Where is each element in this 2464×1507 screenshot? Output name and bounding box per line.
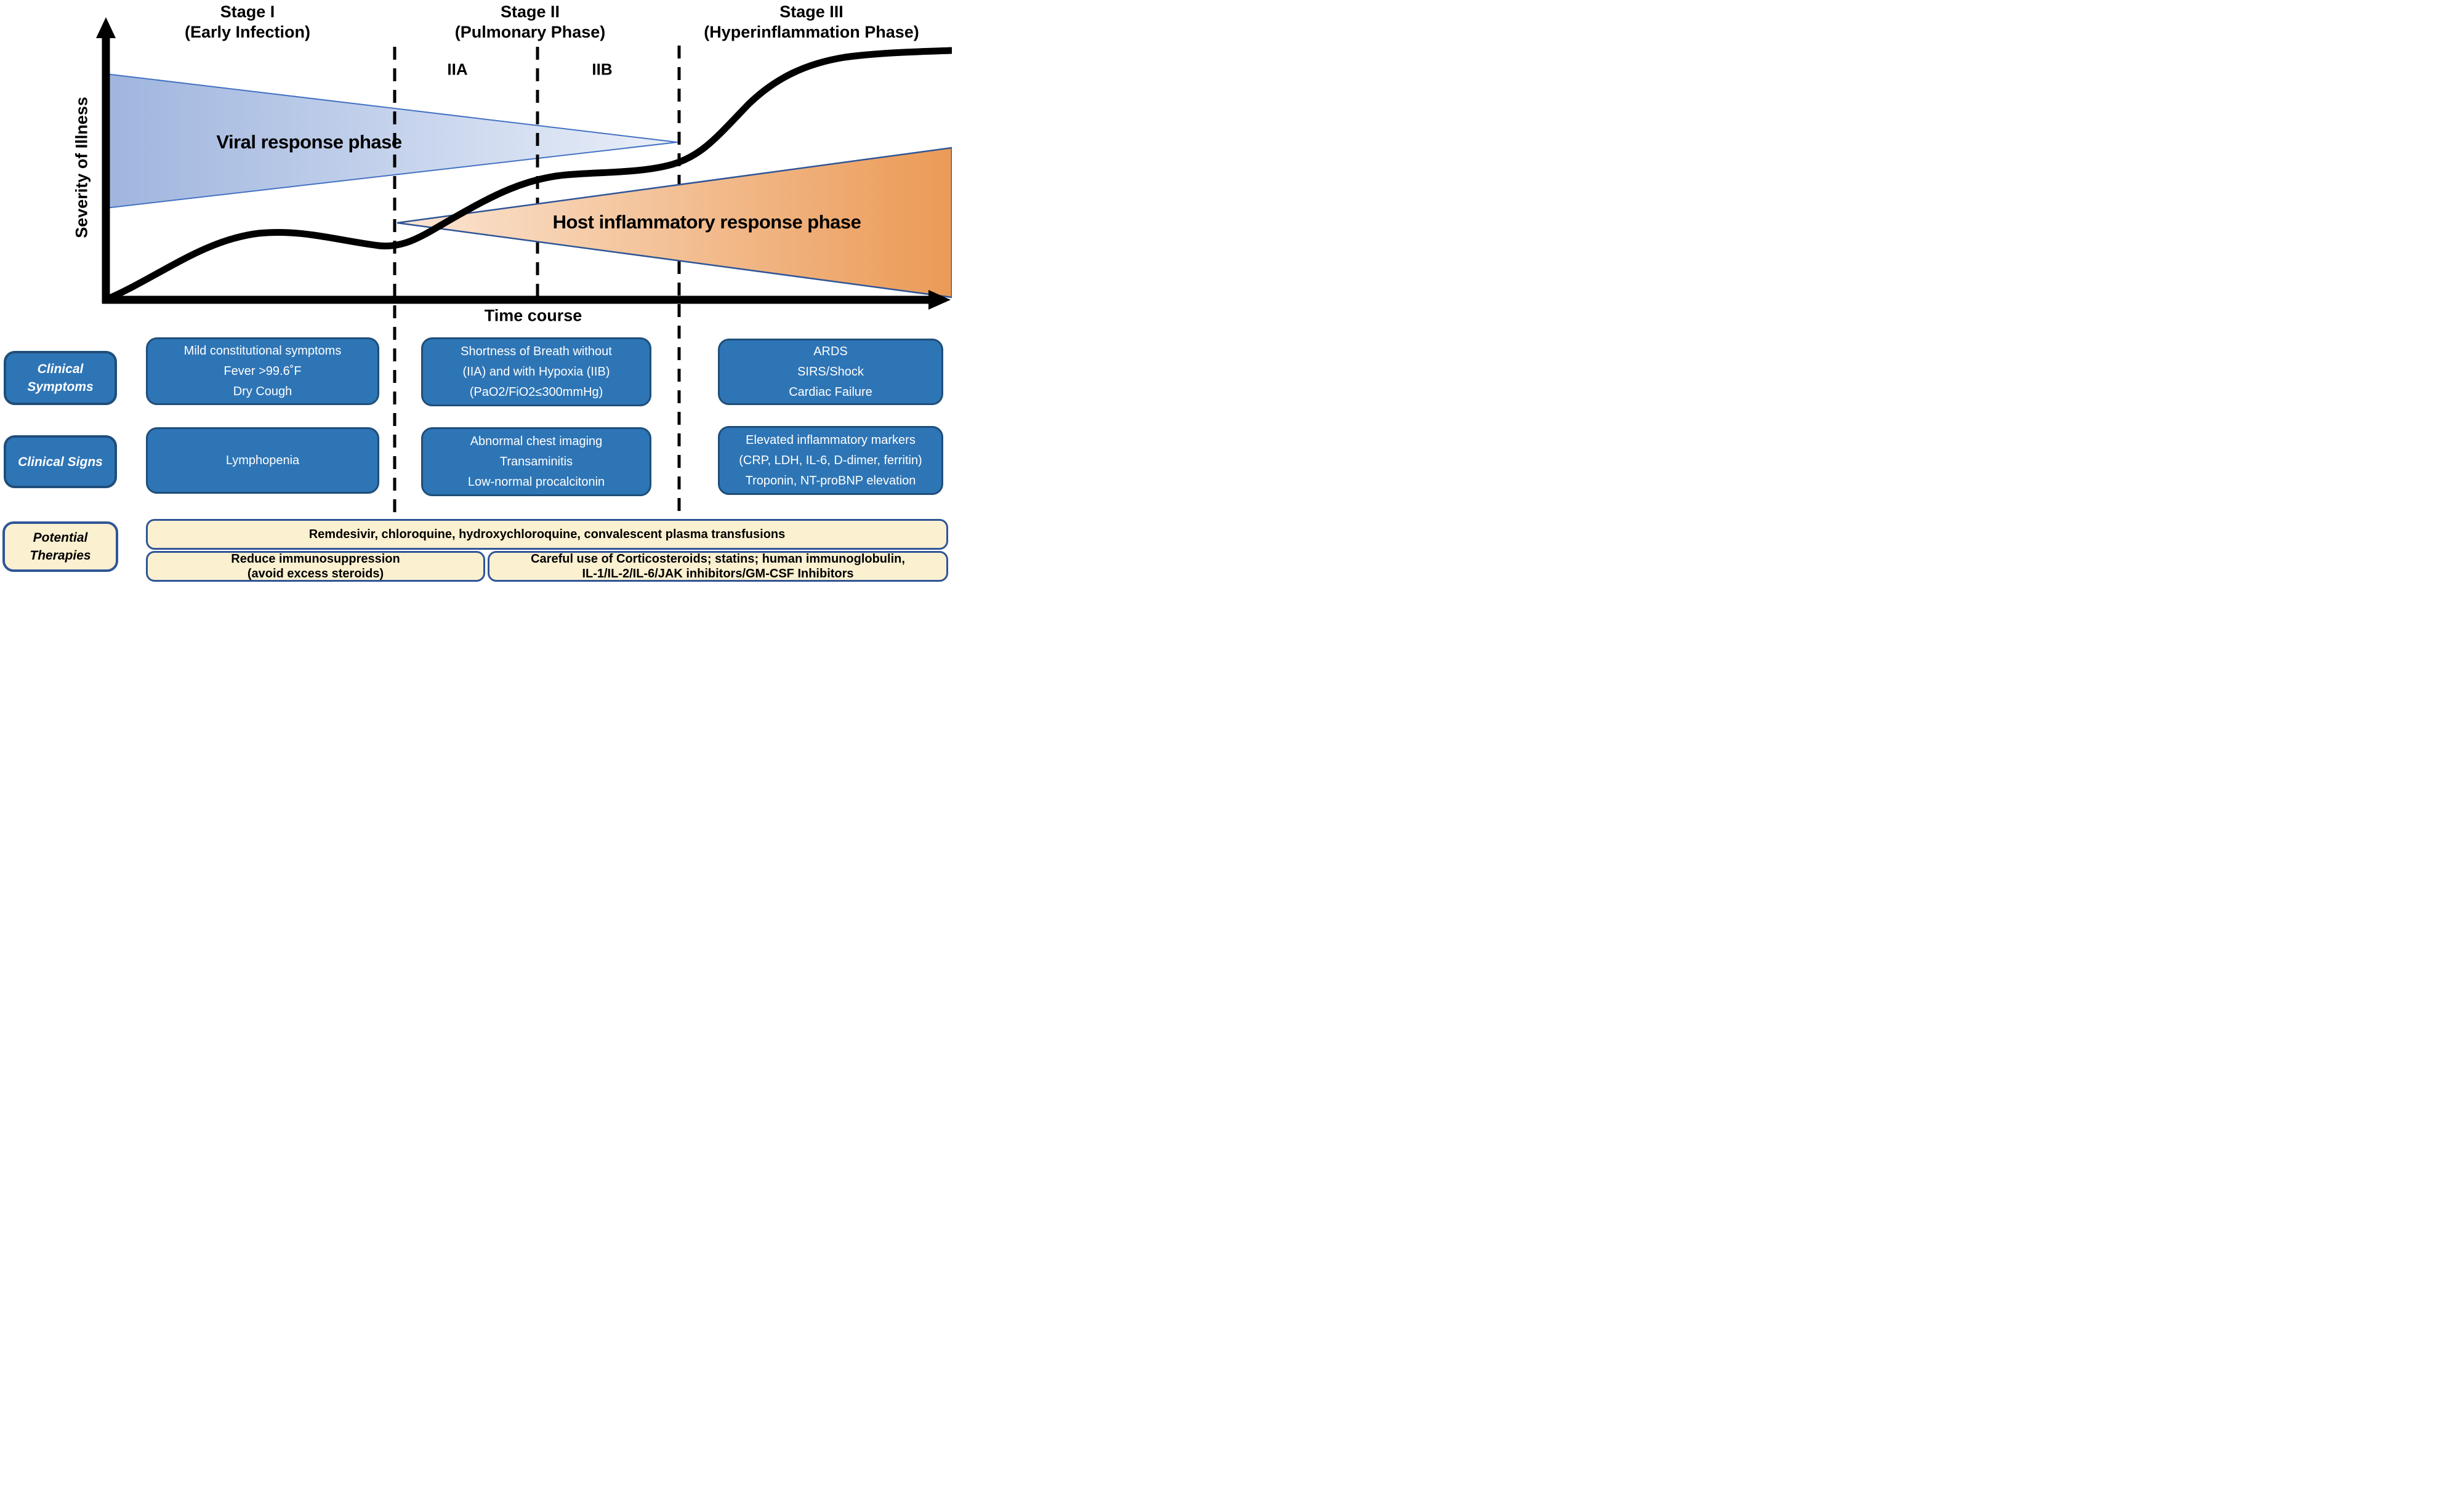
stage1-symptoms-box bbox=[146, 337, 379, 405]
therapy-line: Careful use of Corticosteroids; statins; human immunoglobulin, bbox=[531, 552, 905, 566]
stage-3-title-line1: Stage III bbox=[779, 2, 843, 21]
potential-therapies-row-label: Potential Therapies bbox=[2, 521, 118, 572]
substage-iia-label: IIA bbox=[447, 60, 468, 79]
sign-line: Lymphopenia bbox=[225, 453, 300, 467]
stage2-symptoms-box bbox=[421, 337, 651, 406]
sign-line: Elevated inflammatory markers bbox=[746, 433, 916, 447]
symptom-line: ARDS bbox=[813, 344, 848, 358]
therapies-early-stage-box bbox=[146, 551, 485, 582]
symptom-line: (PaO2/FiO2≤300mmHg) bbox=[469, 385, 603, 399]
symptom-line: (IIA) and with Hypoxia (IIB) bbox=[462, 364, 610, 379]
therapy-line: IL-1/IL-2/IL-6/JAK inhibitors/GM-CSF Inhibitors bbox=[582, 567, 854, 581]
symptom-line: Dry Cough bbox=[233, 384, 292, 398]
sign-line: (CRP, LDH, IL-6, D-dimer, ferritin) bbox=[739, 453, 922, 467]
stage-1-title-line2: (Early Infection) bbox=[184, 23, 311, 41]
symptom-line: SIRS/Shock bbox=[797, 364, 864, 379]
sign-line: Low-normal procalcitonin bbox=[467, 475, 605, 489]
stage-1-title bbox=[185, 2, 310, 42]
clinical-symptoms-row-label: Clinical Symptoms bbox=[4, 351, 117, 405]
therapies-late-stage-box bbox=[488, 551, 948, 582]
therapies-all-stages-box bbox=[146, 519, 948, 550]
stage-2-title-line2: (Pulmonary Phase) bbox=[454, 23, 606, 41]
stage3-symptoms-box bbox=[718, 339, 943, 405]
stage3-signs-box bbox=[718, 426, 943, 495]
therapy-line: Remdesivir, chloroquine, hydroxychloroquine, convalescent plasma transfusions bbox=[308, 528, 786, 541]
sign-line: Abnormal chest imaging bbox=[470, 434, 603, 448]
symptom-line: Fever >99.6˚F bbox=[223, 364, 302, 378]
stage1-signs-box bbox=[146, 427, 379, 494]
x-axis-label: Time course bbox=[484, 306, 582, 325]
y-axis-label: Severity of Illness bbox=[72, 97, 91, 238]
sign-line: Troponin, NT-proBNP elevation bbox=[745, 473, 916, 488]
symptom-line: Cardiac Failure bbox=[789, 385, 872, 399]
stage-3-title bbox=[704, 2, 919, 42]
stage2-signs-box bbox=[421, 427, 651, 496]
stage-2-title bbox=[455, 2, 606, 42]
covid-stages-figure bbox=[0, 0, 952, 582]
stage-2-title-line1: Stage II bbox=[500, 2, 560, 21]
therapy-line: Reduce immunosuppression bbox=[231, 552, 400, 566]
symptom-line: Mild constitutional symptoms bbox=[183, 344, 342, 358]
substage-iib-label: IIB bbox=[592, 60, 613, 79]
host-phase-label: Host inflammatory response phase bbox=[552, 211, 861, 233]
stage-1-title-line1: Stage I bbox=[220, 2, 275, 21]
stage-3-title-line2: (Hyperinflammation Phase) bbox=[704, 23, 919, 41]
symptom-line: Shortness of Breath without bbox=[461, 344, 612, 358]
clinical-signs-row-label: Clinical Signs bbox=[4, 435, 117, 488]
viral-phase-label: Viral response phase bbox=[216, 131, 402, 153]
y-axis-arrowhead bbox=[96, 17, 116, 38]
sign-line: Transaminitis bbox=[499, 454, 573, 468]
therapy-line: (avoid excess steroids) bbox=[247, 567, 384, 581]
